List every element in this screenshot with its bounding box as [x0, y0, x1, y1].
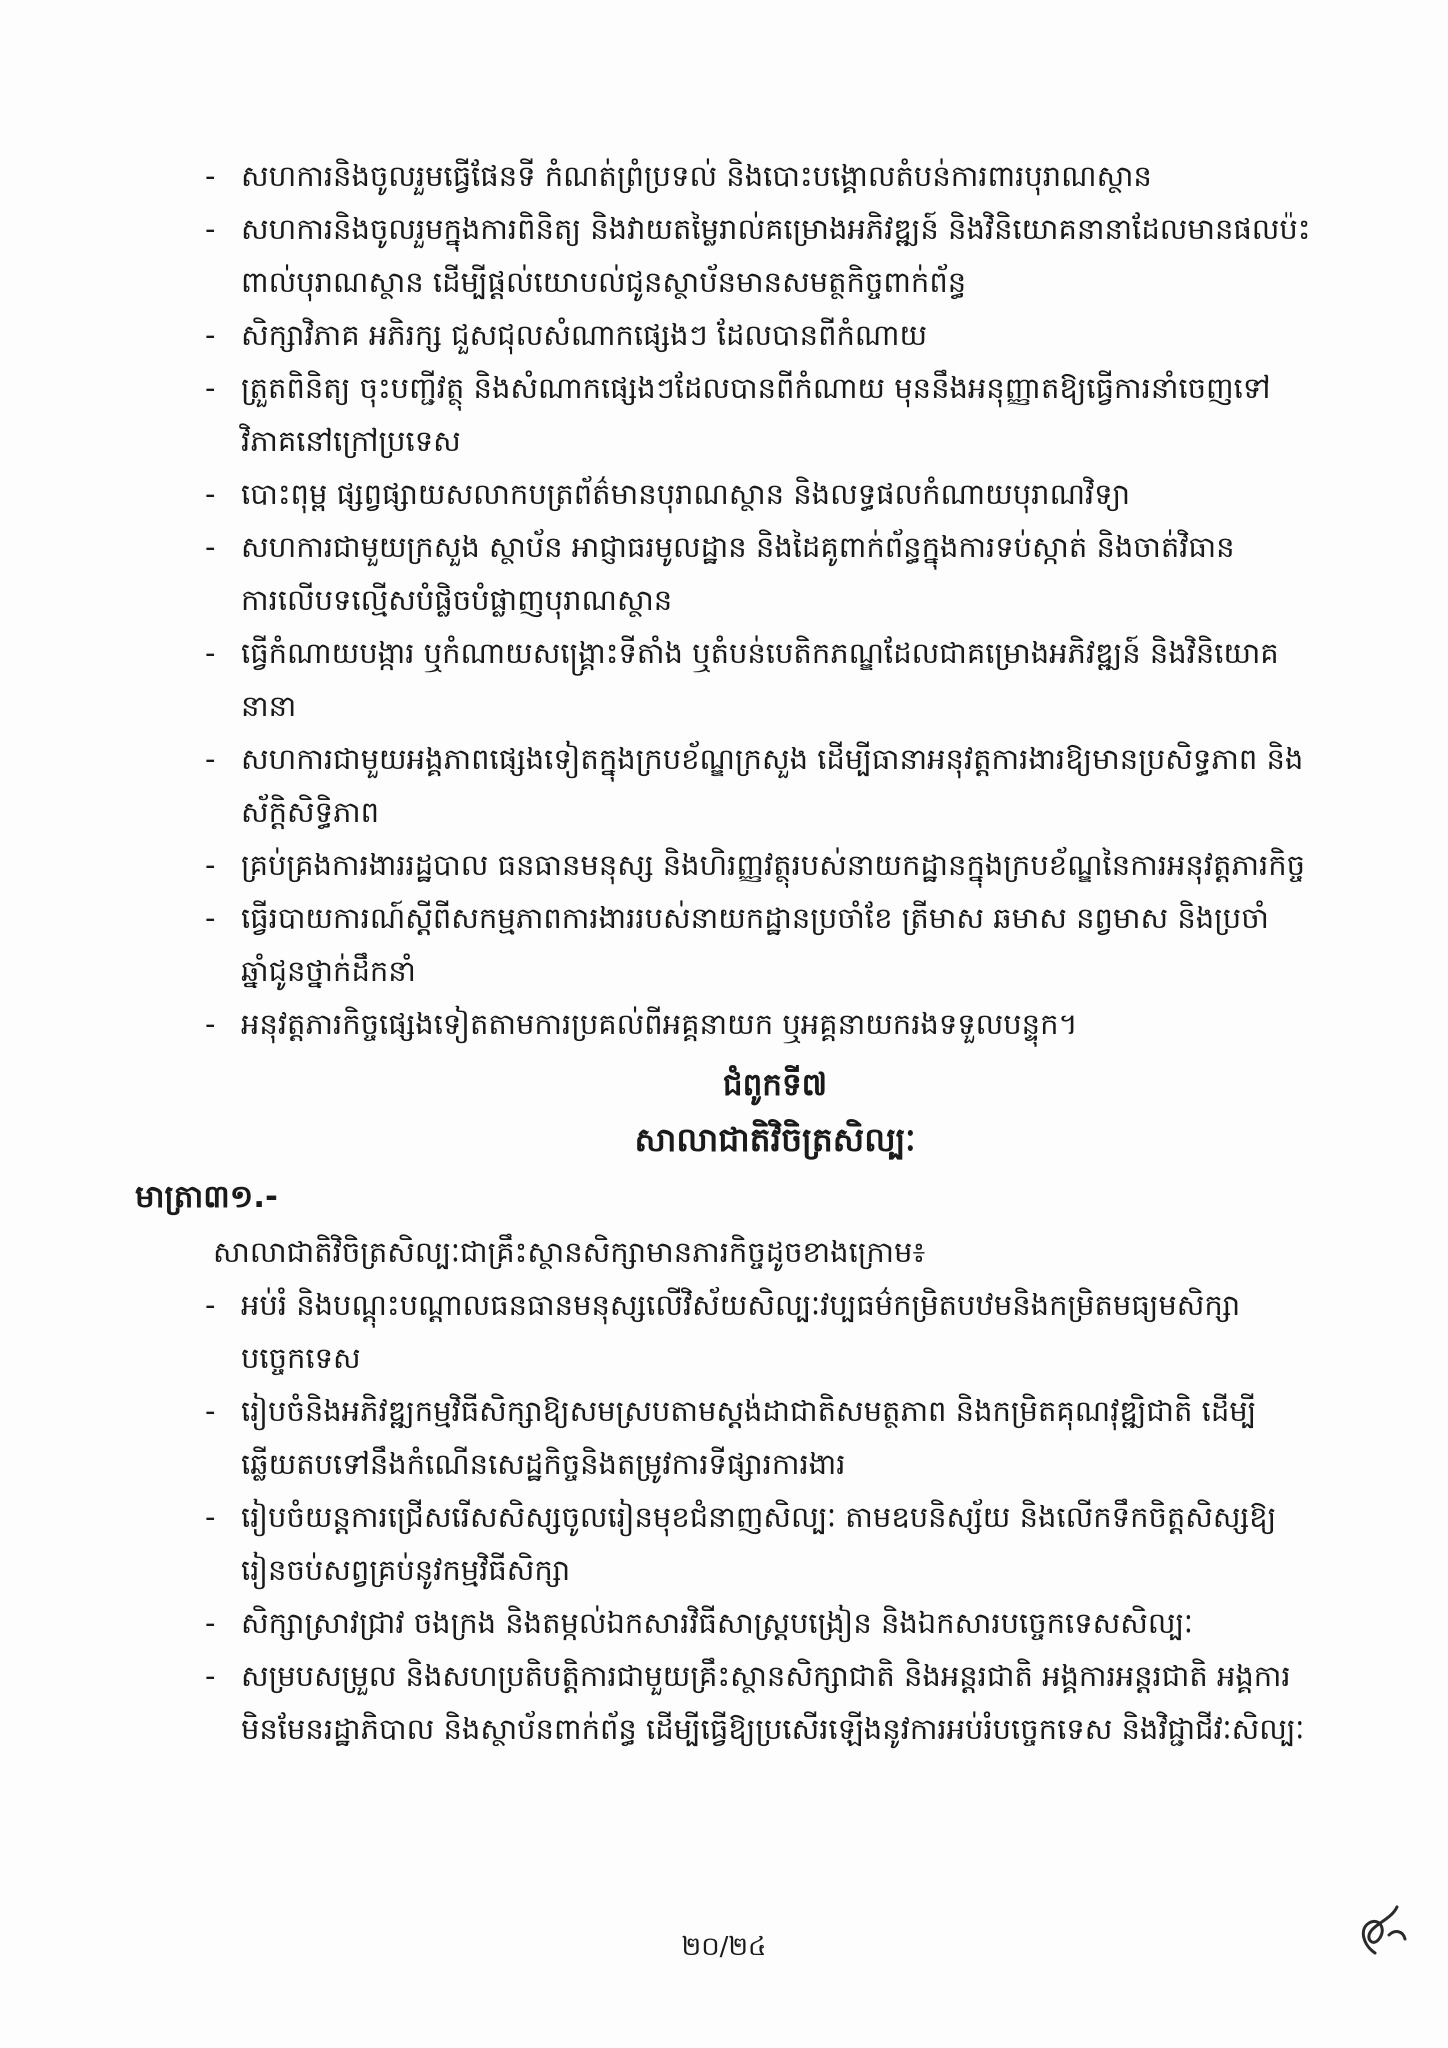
list-item: [205, 892, 1325, 998]
list-item: [205, 1650, 1325, 1756]
bullet-dash: -: [205, 1288, 216, 1322]
list-item: [205, 203, 1325, 309]
list-item-text: ធ្វើរបាយការណ៍ស្ដីពីសកម្មភាពការងាររបស់នាយកដ្ឋានប្រចាំខែ ត្រីមាស ឆមាស នព្វមាស និងប្រចាំឆ្នាំជូនថ្នាក់ដឹកនាំ: [241, 901, 1269, 988]
bullet-dash: -: [205, 530, 216, 564]
list-item: [205, 362, 1325, 468]
list-item-text: សិក្សាវិភាគ អភិរក្ស ជួសជុលសំណាកផ្សេងៗ ដែលបានពីកំណាយ: [241, 318, 928, 352]
list-item: [205, 1385, 1325, 1491]
bullet-dash: -: [205, 1606, 216, 1640]
list-item-text: រៀបចំនិងអភិវឌ្ឍកម្មវិធីសិក្សាឱ្យសមស្របតាមស្តង់ដាជាតិសមត្ថភាព និងកម្រិតគុណវុឌ្ឍិជាតិ ដើម្បីឆ្លើយតបទៅនឹងកំណើនសេដ្ឋកិច្ចនិងតម្រូវការទីផ្សារការងារ: [241, 1394, 1257, 1481]
bullet-dash: -: [205, 1007, 216, 1041]
list-item-text: សហការជាមួយអង្គភាពផ្សេងទៀតក្នុងក្របខ័ណ្ឌក្រសួង ដើម្បីធានាអនុវត្តការងារឱ្យមានប្រសិទ្ធភាព និងស័ក្តិសិទ្ធិភាព: [241, 742, 1304, 829]
bullet-dash: -: [205, 318, 216, 352]
list-item-text: សហការនិងចូលរួមធ្វើផែនទី កំណត់ព្រំប្រទល់ និងបោះបង្គោលតំបន់ការពារបុរាណស្ថាន: [241, 159, 1152, 193]
list-item-text: សហការនិងចូលរួមក្នុងការពិនិត្យ និងវាយតម្លៃរាល់គម្រោងអភិវឌ្ឍន៍ និងវិនិយោគនានាដែលមានផលប៉ះពាល់បុរាណស្ថាន ដើម្បីផ្ដល់យោបល់ជូនស្ថាប័នមានសមត្ថកិច្ចពាក់ព័ន្ធ: [241, 212, 1311, 299]
list-item: [205, 998, 1325, 1051]
list-item-text: សិក្សាស្រាវជ្រាវ ចងក្រង និងតម្កល់ឯកសារវិធីសាស្ត្របង្រៀន និងឯកសារបច្ចេកទេសសិល្បៈ: [241, 1606, 1193, 1640]
page-number: ២០/២៤: [681, 1932, 767, 1962]
bullet-dash: -: [205, 1659, 216, 1693]
bullet-dash: -: [205, 159, 216, 193]
list-item: [205, 150, 1325, 203]
list-item: [205, 627, 1325, 733]
list-item: [205, 1597, 1325, 1650]
list-item-text: ត្រួតពិនិត្យ ចុះបញ្ជីវត្ថុ និងសំណាកផ្សេងៗដែលបានពីកំណាយ មុននឹងអនុញ្ញាតឱ្យធ្វើការនាំចេញទៅវិភាគនៅក្រៅប្រទេស: [241, 371, 1271, 458]
list-item-text: បោះពុម្ព ផ្សព្វផ្សាយសលាកបត្រព័ត៌មានបុរាណស្ថាន និងលទ្ធផលកំណាយបុរាណវិទ្យា: [241, 477, 1131, 511]
list-item-text: ធ្វើកំណាយបង្ការ ឬកំណាយសង្គ្រោះទីតាំង ឬតំបន់បេតិកភណ្ឌដែលជាគម្រោងអភិវឌ្ឍន៍ និងវិនិយោគនានា: [241, 636, 1279, 723]
bullet-dash: -: [205, 477, 216, 511]
list-item: [205, 733, 1325, 839]
bullet-dash: -: [205, 901, 216, 935]
bullet-dash: -: [205, 1394, 216, 1428]
bullet-dash: -: [205, 212, 216, 246]
page-content: [135, 150, 1325, 1756]
list-item: [205, 1279, 1325, 1385]
duties-list-2: [205, 1279, 1325, 1756]
list-item-text: រៀបចំយន្តការជ្រើសរើសសិស្សចូលរៀនមុខជំនាញសិល្បៈ តាមឧបនិស្ស័យ និងលើកទឹកចិត្តសិស្សឱ្យរៀនចប់សព្វគ្រប់នូវកម្មវិធីសិក្សា: [241, 1500, 1277, 1587]
article-heading: មាត្រា៣១.-: [135, 1179, 278, 1215]
bullet-dash: -: [205, 636, 216, 670]
bullet-dash: -: [205, 371, 216, 405]
list-item: [205, 1491, 1325, 1597]
initials-signature: [1345, 1895, 1415, 1965]
bullet-dash: -: [205, 1500, 216, 1534]
bullet-dash: -: [205, 742, 216, 776]
list-item: [205, 521, 1325, 627]
article-intro: សាលាជាតិវិចិត្រសិល្បៈជាគ្រឹះស្ថានសិក្សាមានភារកិច្ចដូចខាងក្រោម៖: [213, 1235, 926, 1269]
bullet-dash: -: [205, 848, 216, 882]
list-item-text: សហការជាមួយក្រសួង ស្ថាប័ន អាជ្ញាធរមូលដ្ឋាន និងដៃគូពាក់ព័ន្ធក្នុងការទប់ស្កាត់ និងចាត់វិធានការលើបទល្មើសបំផ្លិចបំផ្លាញបុរាណស្ថាន: [241, 530, 1235, 617]
list-item: [205, 468, 1325, 521]
duties-list-1: [205, 150, 1325, 1051]
list-item-text: អប់រំ និងបណ្ដុះបណ្ដាលធនធានមនុស្សលើវិស័យសិល្បៈវប្បធម៌កម្រិតបឋមនិងកម្រិតមធ្យមសិក្សាបច្ចេកទេស: [241, 1288, 1241, 1375]
list-item: [205, 839, 1325, 892]
chapter-heading: ជំពូកទី៧: [722, 1067, 828, 1103]
chapter-title: សាលាជាតិវិចិត្រសិល្បៈ: [634, 1120, 916, 1159]
list-item-text: អនុវត្តភារកិច្ចផ្សេងទៀតតាមការប្រគល់ពីអគ្គនាយក ឬអគ្គនាយករងទទួលបន្ទុក។: [241, 1007, 1078, 1041]
list-item-text: សម្របសម្រួល និងសហប្រតិបត្តិការជាមួយគ្រឹះស្ថានសិក្សាជាតិ និងអន្តរជាតិ អង្គការអន្តរជាតិ អង្គការមិនមែនរដ្ឋាភិបាល និងស្ថាប័នពាក់ព័ន្ធ ដើម្បីធ្វើឱ្យប្រសើរឡើងនូវការអប់រំបច្ចេកទេស និងវិជ្ជាជីវៈសិល្បៈ: [241, 1659, 1305, 1746]
list-item-text: គ្រប់គ្រងការងាររដ្ឋបាល ធនធានមនុស្ស និងហិរញ្ញវត្ថុរបស់នាយកដ្ឋានក្នុងក្របខ័ណ្ឌនៃការអនុវត្តភារកិច្ច: [241, 848, 1306, 882]
list-item: [205, 309, 1325, 362]
